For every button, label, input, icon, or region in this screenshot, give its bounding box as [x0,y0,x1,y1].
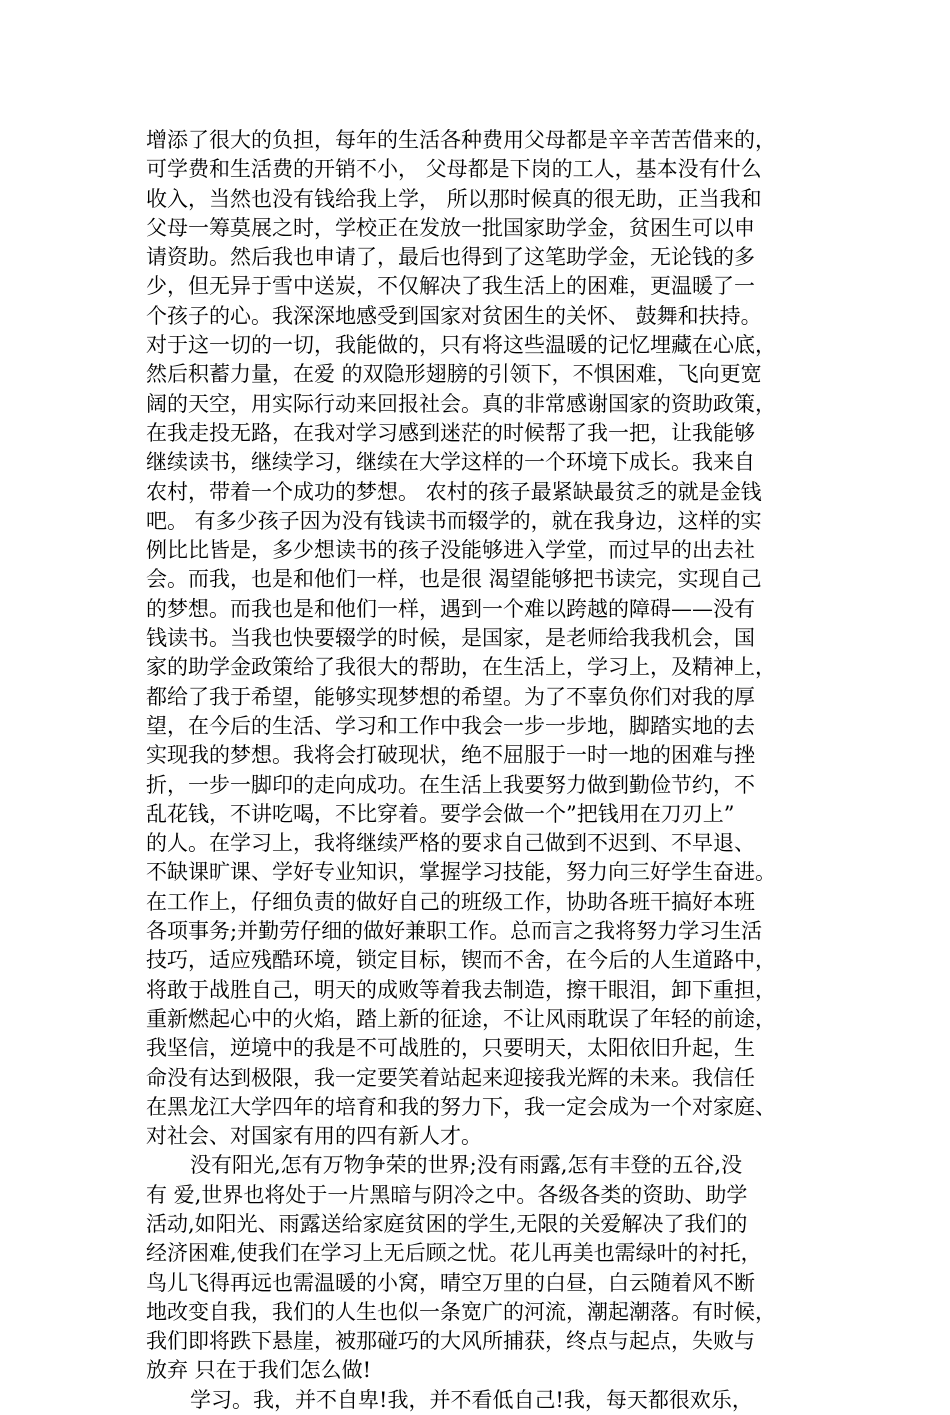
text-line: 的梦想。而我也是和他们一样，遇到一个难以跨越的障碍——没有 [146,596,755,621]
text-line: 钱读书。当我也快要辍学的时候，是国家，是老师给我我机会，国 [146,626,755,651]
text-line: 少，但无异于雪中送炭，不仅解决了我生活上的困难，更温暖了一 [146,274,755,299]
text-line: 吧。 有多少孩子因为没有钱读书而辍学的，就在我身边，这样的实 [146,508,762,533]
paragraph-start-line: 没有阳光,怎有万物争荣的世界;没有雨露,怎有丰登的五谷,没 [190,1153,743,1178]
text-line: 阔的天空，用实际行动来回报社会。真的非常感谢国家的资助政策， [146,391,776,416]
text-line: 可学费和生活费的开销不小， 父母都是下岗的工人，基本没有什么 [146,157,762,182]
text-line: 增添了很大的负担，每年的生活各种费用父母都是辛辛苦苦借来的， [146,128,776,152]
text-line: 鸟儿飞得再远也需温暖的小窝，晴空万里的白昼，白云随着风不断 [146,1270,755,1295]
text-line: 我们即将跌下悬崖，被那碰巧的大风所捕获，终点与起点，失败与 [146,1329,755,1354]
text-line: 农村，带着一个成功的梦想。 农村的孩子最紧缺最贫乏的就是金钱 [146,479,762,504]
text-line: 有 爱,世界也将处于一片黑暗与阴冷之中。各级各类的资助、助学 [146,1182,748,1207]
text-line: 请资助。然后我也申请了，最后也得到了这笔助学金，无论钱的多 [146,245,755,270]
text-line: 经济困难,使我们在学习上无后顾之忧。花儿再美也需绿叶的衬托， [146,1241,762,1266]
text-line: 实现我的梦想。我将会打破现状，绝不屈服于一时一地的困难与挫 [146,743,755,768]
text-line: 家的助学金政策给了我很大的帮助，在生活上，学习上，及精神上， [146,655,776,680]
text-line: 重新燃起心中的火焰，踏上新的征途，不让风雨耽误了年轻的前途， [146,1006,776,1031]
text-line: 在黑龙江大学四年的培育和我的努力下，我一定会成为一个对家庭、 [146,1094,776,1119]
text-line: 对于这一切的一切，我能做的，只有将这些温暖的记忆埋藏在心底， [146,333,776,358]
paragraph-start-line: 学习。我，并不自卑!我，并不看低自己!我，每天都很欢乐， [190,1387,753,1412]
text-line: 对社会、对国家有用的四有新人才。 [146,1124,482,1149]
text-line: 例比比皆是，多少想读书的孩子没能够进入学堂，而过早的出去社 [146,538,755,563]
body-text [146,126,826,1415]
text-line: 不缺课旷课、学好专业知识，掌握学习技能，努力向三好学生奋进。 [146,860,776,885]
text-line: 会。而我，也是和他们一样，也是很 渴望能够把书读完，实现自己 [146,567,762,592]
text-line: 个孩子的心。我深深地感受到国家对贫困生的关怀、 鼓舞和扶持。 [146,303,762,328]
text-line: 地改变自我，我们的人生也似一条宽广的河流，潮起潮落。有时候， [146,1299,776,1324]
text-line: 收入，当然也没有钱给我上学， 所以那时候真的很无助，正当我和 [146,186,762,211]
text-line: 命没有达到极限，我一定要笑着站起来迎接我光辉的未来。我信任 [146,1065,755,1090]
text-line: 都给了我于希望，能够实现梦想的希望。为了不辜负你们对我的厚 [146,684,755,709]
text-line: 父母一筹莫展之时，学校正在发放一批国家助学金，贫困生可以申 [146,215,755,240]
text-line: 的人。在学习上，我将继续严格的要求自己做到不迟到、不早退、 [146,831,755,856]
text-line: 将敢于战胜自己，明天的成败等着我去制造，擦干眼泪，卸下重担， [146,977,776,1002]
text-line: 望，在今后的生活、学习和工作中我会一步一步地，脚踏实地的去 [146,713,755,738]
text-line: 放弃 只在于我们怎么做! [146,1358,372,1383]
text-line: 活动,如阳光、雨露送给家庭贫困的学生,无限的关爱解决了我们的 [146,1211,748,1236]
text-line: 乱花钱，不讲吃喝，不比穿着。要学会做一个”把钱用在刀刃上” [146,801,735,826]
text-line: 在工作上，仔细负责的做好自己的班级工作，协助各班干搞好本班 [146,889,755,914]
text-line: 各项事务;并勤劳仔细的做好兼职工作。总而言之我将努力学习生活 [146,919,763,944]
text-line: 技巧，适应残酷环境，锁定目标，锲而不舍，在今后的人生道路中， [146,948,776,973]
text-line: 然后积蓄力量，在爱 的双隐形翅膀的引领下，不惧困难，飞向更宽 [146,362,762,387]
text-line: 在我走投无路，在我对学习感到迷茫的时候帮了我一把，让我能够 [146,420,755,445]
text-line: 继续读书，继续学习，继续在大学这样的一个环境下成长。我来自 [146,450,755,475]
text-line: 我坚信，逆境中的我是不可战胜的，只要明天，太阳依旧升起，生 [146,1036,755,1061]
text-line: 折，一步一脚印的走向成功。在生活上我要努力做到勤俭节约，不 [146,772,755,797]
